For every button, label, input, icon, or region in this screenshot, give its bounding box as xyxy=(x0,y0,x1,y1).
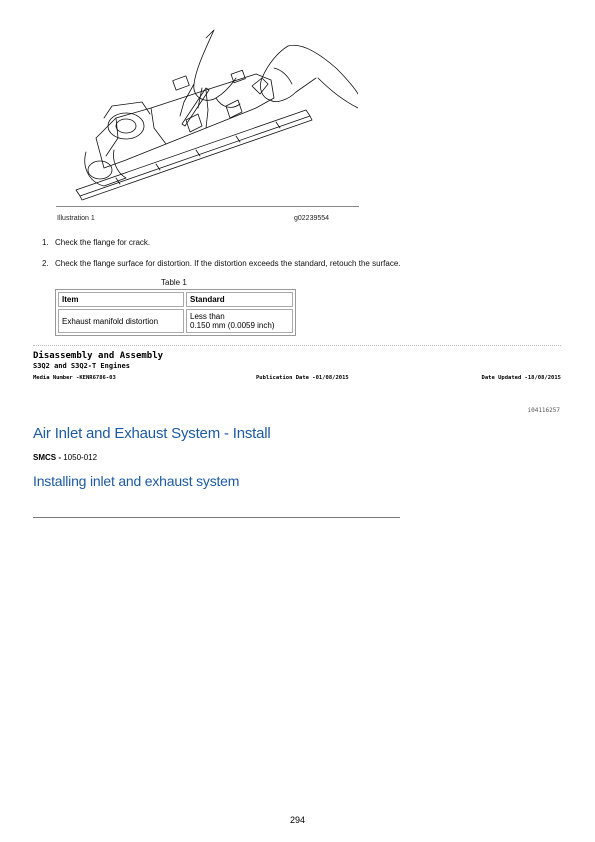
standard-line-1: Less than xyxy=(190,312,225,321)
illustration-caption: Illustration 1 xyxy=(57,215,95,222)
step-1 xyxy=(42,238,150,247)
table-header-item: Item xyxy=(58,292,184,307)
step-number: 2. xyxy=(42,259,49,268)
table-title: Table 1 xyxy=(161,278,187,287)
illustration-divider xyxy=(56,206,359,207)
step-text: Check the flange for crack. xyxy=(55,238,151,247)
manifold-illustration xyxy=(56,28,358,206)
table-row xyxy=(58,309,293,333)
step-text: Check the flange surface for distortion. If the distortion exceeds the standard, retouch the surface. xyxy=(55,259,401,268)
table-cell-item: Exhaust manifold distortion xyxy=(58,309,184,333)
content-divider xyxy=(33,517,400,518)
page-number: 294 xyxy=(289,815,306,825)
date-updated: Date Updated -18/08/2015 xyxy=(481,375,561,381)
section-heading: Installing inlet and exhaust system xyxy=(33,473,240,489)
section-title: Disassembly and Assembly xyxy=(33,351,164,361)
standard-line-2: 0.150 mm (0.0059 inch) xyxy=(190,321,275,330)
publication-date: Publication Date -01/08/2015 xyxy=(256,375,349,381)
smcs-value: 1050-012 xyxy=(63,453,98,462)
step-number: 1. xyxy=(42,238,49,247)
section-subtitle: S3Q2 and S3Q2-T Engines xyxy=(33,362,130,370)
reference-id: i04116257 xyxy=(527,407,560,414)
table-cell-standard xyxy=(186,309,293,333)
table-header-row xyxy=(58,292,293,307)
media-number: Media Number -KENR6786-03 xyxy=(33,375,116,381)
manifold-line-drawing xyxy=(56,28,358,206)
section-divider xyxy=(33,345,561,346)
spec-table xyxy=(55,289,296,336)
smcs-code xyxy=(33,453,97,462)
page-title: Air Inlet and Exhaust System - Install xyxy=(33,425,271,442)
step-2 xyxy=(42,259,401,268)
illustration-code: g02239554 xyxy=(294,215,330,222)
table-header-standard: Standard xyxy=(186,292,293,307)
smcs-label: SMCS - xyxy=(33,453,61,462)
